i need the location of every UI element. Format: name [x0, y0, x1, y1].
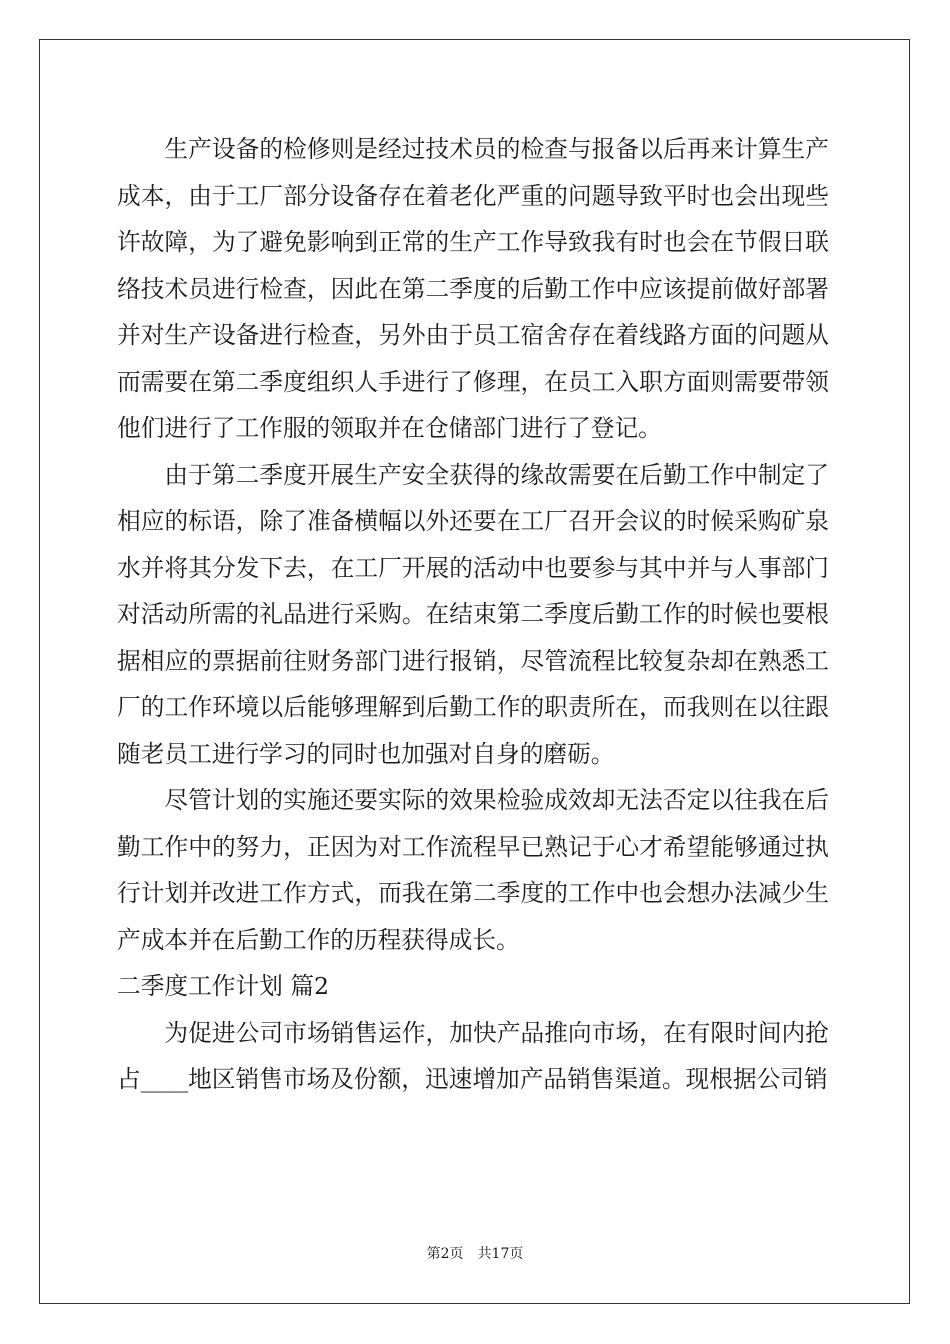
body-paragraph-3: 尽管计划的实施还要实际的效果检验成效却无法否定以往我在后勤工作中的努力，正因为对工作流程早已熟记于心才希望能够通过执行计划并改进工作方式，而我在第二季度的工作中也会想办法减少生产成本并在后勤工作的历程获得成长。	[117, 786, 829, 954]
section-heading: 二季度工作计划 篇2	[117, 972, 330, 1000]
body-paragraph-2: 由于第二季度开展生产安全获得的缘故需要在后勤工作中制定了相应的标语，除了准备横幅以外还要在工厂召开会议的时候采购矿泉水并将其分发下去，在工厂开展的活动中也要参与其中并与人事部门对活动所需的礼品进行采购。在结束第二季度后勤工作的时候也要根据相应的票据前往财务部门进行报销，尽管流程比较复杂却在熟悉工厂的工作环境以后能够理解到后勤工作的职责所在，而我则在以往跟随老员工进行学习的同时也加强对自身的磨砺。	[117, 460, 829, 768]
body-paragraph-1: 生产设备的检修则是经过技术员的检查与报备以后再来计算生产成本，由于工厂部分设备存在着老化严重的问题导致平时也会出现些许故障，为了避免影响到正常的生产工作导致我有时也会在节假日联络技术员进行检查，因此在第二季度的后勤工作中应该提前做好部署并对生产设备进行检查，另外由于员工宿舍存在着线路方面的问题从而需要在第二季度组织人手进行了修理，在员工入职方面则需要带领他们进行了工作服的领取并在仓储部门进行了登记。	[117, 135, 829, 442]
document-body	[117, 126, 829, 1103]
page-total: 共17页	[477, 1246, 524, 1262]
section-paragraph-1: 为促进公司市场销售运作，加快产品推向市场，在有限时间内抢占____地区销售市场及份额，迅速增加产品销售渠道。现根据公司销	[117, 1018, 829, 1093]
page-footer	[0, 1244, 950, 1264]
page-number: 第2页	[426, 1246, 464, 1262]
